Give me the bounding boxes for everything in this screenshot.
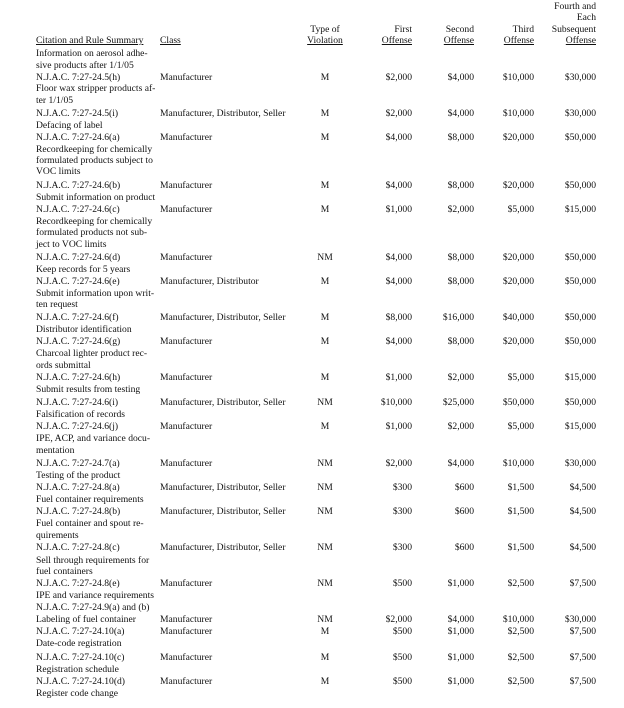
first-offense-cell: $8,000 (385, 312, 412, 323)
third-offense-cell: $2,500 (507, 676, 534, 687)
class-cell: Manufacturer (160, 336, 213, 347)
third-offense-cell: $1,500 (507, 506, 534, 517)
third-offense-cell: $50,000 (502, 397, 534, 408)
first-offense-cell: $500 (392, 626, 412, 637)
first-offense-cell: $300 (392, 542, 412, 553)
citation-text: N.J.A.C. 7:27-24.6(b) (36, 180, 121, 191)
third-offense-cell: $1,500 (507, 482, 534, 493)
citation-text: N.J.A.C. 7:27-24.6(i) (36, 397, 119, 408)
second-offense-cell: $4,000 (447, 72, 474, 83)
violation-type-cell: M (320, 312, 330, 323)
rule-summary-text: formulated products subject to (36, 155, 153, 166)
rule-summary-text: Submit information on product (36, 192, 156, 203)
rule-summary-text: Falsification of records (36, 409, 125, 420)
citation-text: N.J.A.C. 7:27-24.5(i) (36, 108, 119, 119)
second-offense-cell: $8,000 (447, 252, 474, 263)
second-offense-cell: $8,000 (447, 336, 474, 347)
second-offense-cell: $16,000 (442, 312, 474, 323)
rule-summary-text: Fuel container requirements (36, 494, 144, 505)
rule-summary-text: formulated products not sub- (36, 227, 148, 238)
first-offense-cell: $4,000 (385, 252, 412, 263)
second-offense-cell: $1,000 (447, 626, 474, 637)
second-offense-cell: $1,000 (447, 652, 474, 663)
citation-text: N.J.A.C. 7:27-24.6(g) (36, 336, 121, 347)
class-cell: Manufacturer (160, 652, 213, 663)
class-cell: Manufacturer (160, 252, 213, 263)
fourth-offense-cell: $30,000 (564, 458, 596, 469)
first-offense-cell: $10,000 (380, 397, 412, 408)
rule-summary-text: Sell through requirements for (36, 555, 150, 566)
second-offense-cell: $1,000 (447, 578, 474, 589)
rule-summary-text: VOC limits (36, 166, 81, 177)
violation-type-cell: M (320, 626, 330, 637)
fourth-offense-cell: $30,000 (564, 108, 596, 119)
first-offense-cell: $4,000 (385, 336, 412, 347)
violation-type-cell: M (320, 276, 330, 287)
header-citation: Citation and Rule Summary (36, 35, 144, 46)
class-cell: Manufacturer, Distributor, Seller (160, 482, 286, 493)
fourth-offense-cell: $15,000 (564, 421, 596, 432)
second-offense-cell: $2,000 (447, 372, 474, 383)
rule-summary-text: Floor wax stripper products af- (36, 83, 156, 94)
violation-type-cell: NM (317, 578, 333, 589)
second-offense-cell: $1,000 (447, 676, 474, 687)
fourth-offense-cell: $7,500 (569, 578, 596, 589)
citation-text: N.J.A.C. 7:27-24.6(h) (36, 372, 121, 383)
rule-summary-text: quirements (36, 530, 79, 541)
violation-type-cell: M (320, 132, 330, 143)
rule-summary-text: Register code change (36, 688, 119, 699)
second-offense-cell: $600 (454, 482, 474, 493)
second-offense-cell: $4,000 (447, 458, 474, 469)
third-offense-cell: $10,000 (502, 72, 534, 83)
citation-text: N.J.A.C. 7:27-24.7(a) (36, 458, 120, 469)
third-offense-cell: $40,000 (502, 312, 534, 323)
class-cell: Manufacturer (160, 614, 213, 625)
citation-text: N.J.A.C. 7:27-24.6(e) (36, 276, 120, 287)
rule-summary-text: fuel containers (36, 566, 93, 577)
second-offense-cell: $8,000 (447, 180, 474, 191)
third-offense-cell: $20,000 (502, 252, 534, 263)
citation-text: N.J.A.C. 7:27-24.6(a) (36, 132, 120, 143)
second-offense-cell: $8,000 (447, 276, 474, 287)
violation-type-cell: M (320, 676, 330, 687)
citation-text: N.J.A.C. 7:27-24.6(c) (36, 204, 120, 215)
second-offense-cell: $4,000 (447, 614, 474, 625)
violation-type-cell: NM (317, 542, 333, 553)
citation-text: N.J.A.C. 7:27-24.8(e) (36, 578, 120, 589)
fourth-offense-cell: $50,000 (564, 252, 596, 263)
class-cell: Manufacturer (160, 180, 213, 191)
violation-type-cell: NM (317, 458, 333, 469)
header-type-line1: Type of (310, 24, 340, 35)
citation-text: N.J.A.C. 7:27-24.6(d) (36, 252, 121, 263)
violation-type-cell: NM (317, 506, 333, 517)
fourth-offense-cell: $7,500 (569, 626, 596, 637)
rule-summary-text: Date-code registration (36, 638, 122, 649)
citation-text: N.J.A.C. 7:27-24.9(a) and (b) (36, 602, 150, 613)
violation-type-cell: M (320, 180, 330, 191)
rule-summary-text: Submit information upon writ- (36, 288, 155, 299)
rule-summary-text: IPE, ACP, and variance docu- (36, 433, 151, 444)
third-offense-cell: $2,500 (507, 626, 534, 637)
header-first-line1: First (394, 24, 412, 35)
citation-text: N.J.A.C. 7:27-24.8(c) (36, 542, 120, 553)
header-first-line2: Offense (381, 35, 412, 46)
rule-summary-text: Labeling of fuel container (36, 614, 136, 625)
rule-summary-text: Submit results from testing (36, 384, 141, 395)
first-offense-cell: $500 (392, 652, 412, 663)
header-third-line1: Third (512, 24, 534, 35)
rule-summary-text: Defacing of label (36, 120, 103, 131)
second-offense-cell: $25,000 (442, 397, 474, 408)
violation-type-cell: M (320, 72, 330, 83)
third-offense-cell: $5,000 (507, 204, 534, 215)
rule-summary-text: Charcoal lighter product rec- (36, 348, 148, 359)
third-offense-cell: $10,000 (502, 108, 534, 119)
class-cell: Manufacturer (160, 578, 213, 589)
rule-summary-text: Recordkeeping for chemically (36, 144, 153, 155)
third-offense-cell: $10,000 (502, 458, 534, 469)
class-cell: Manufacturer (160, 372, 213, 383)
header-fourth-line1: Fourth and (554, 1, 596, 12)
third-offense-cell: $2,500 (507, 578, 534, 589)
fourth-offense-cell: $4,500 (569, 542, 596, 553)
second-offense-cell: $2,000 (447, 421, 474, 432)
violation-type-cell: NM (317, 482, 333, 493)
violation-type-cell: NM (317, 397, 333, 408)
first-offense-cell: $2,000 (385, 108, 412, 119)
violation-type-cell: M (320, 336, 330, 347)
rule-summary-text: Distributor identification (36, 324, 132, 335)
rule-summary-text: mentation (36, 445, 75, 456)
rule-summary-text: IPE and variance requirements (36, 590, 155, 601)
citation-text: N.J.A.C. 7:27-24.10(c) (36, 652, 125, 663)
third-offense-cell: $5,000 (507, 372, 534, 383)
third-offense-cell: $10,000 (502, 614, 534, 625)
first-offense-cell: $500 (392, 676, 412, 687)
citation-text: N.J.A.C. 7:27-24.5(h) (36, 72, 121, 83)
second-offense-cell: $2,000 (447, 204, 474, 215)
citation-text: N.J.A.C. 7:27-24.8(b) (36, 506, 121, 517)
fourth-offense-cell: $50,000 (564, 180, 596, 191)
second-offense-cell: $4,000 (447, 108, 474, 119)
rule-summary-text: ject to VOC limits (36, 239, 107, 250)
fourth-offense-cell: $50,000 (564, 276, 596, 287)
class-cell: Manufacturer (160, 458, 213, 469)
first-offense-cell: $1,000 (385, 421, 412, 432)
third-offense-cell: $20,000 (502, 336, 534, 347)
rule-summary-text: Recordkeeping for chemically (36, 216, 153, 227)
violation-type-cell: NM (317, 614, 333, 625)
class-cell: Manufacturer (160, 626, 213, 637)
header-second-line1: Second (445, 24, 474, 35)
header-second-line2: Offense (443, 35, 474, 46)
rule-summary-text: Fuel container and spout re- (36, 518, 144, 529)
citation-text: N.J.A.C. 7:27-24.6(f) (36, 312, 119, 323)
fourth-offense-cell: $50,000 (564, 312, 596, 323)
fourth-offense-cell: $7,500 (569, 652, 596, 663)
rule-summary-text: ter 1/1/05 (36, 95, 74, 106)
fourth-offense-cell: $30,000 (564, 72, 596, 83)
citation-text: N.J.A.C. 7:27-24.10(a) (36, 626, 125, 637)
violation-type-cell: M (320, 652, 330, 663)
class-cell: Manufacturer, Distributor, Seller (160, 108, 286, 119)
third-offense-cell: $20,000 (502, 132, 534, 143)
first-offense-cell: $300 (392, 482, 412, 493)
rule-summary-text: sive products after 1/1/05 (36, 60, 134, 71)
first-offense-cell: $1,000 (385, 372, 412, 383)
first-offense-cell: $4,000 (385, 276, 412, 287)
class-cell: Manufacturer, Distributor, Seller (160, 397, 286, 408)
fourth-offense-cell: $50,000 (564, 397, 596, 408)
fourth-offense-cell: $4,500 (569, 482, 596, 493)
rule-summary-text: Keep records for 5 years (36, 264, 131, 275)
third-offense-cell: $20,000 (502, 276, 534, 287)
class-cell: Manufacturer (160, 132, 213, 143)
second-offense-cell: $8,000 (447, 132, 474, 143)
fourth-offense-cell: $4,500 (569, 506, 596, 517)
third-offense-cell: $5,000 (507, 421, 534, 432)
fourth-offense-cell: $7,500 (569, 676, 596, 687)
class-cell: Manufacturer, Distributor (160, 276, 259, 287)
class-cell: Manufacturer (160, 676, 213, 687)
violation-type-cell: M (320, 421, 330, 432)
header-fourth-line3: Subsequent (551, 24, 596, 35)
third-offense-cell: $2,500 (507, 652, 534, 663)
third-offense-cell: $20,000 (502, 180, 534, 191)
class-cell: Manufacturer (160, 72, 213, 83)
first-offense-cell: $2,000 (385, 614, 412, 625)
second-offense-cell: $600 (454, 506, 474, 517)
class-cell: Manufacturer, Distributor, Seller (160, 506, 286, 517)
first-offense-cell: $4,000 (385, 180, 412, 191)
violation-type-cell: M (320, 108, 330, 119)
rule-summary-text: Registration schedule (36, 664, 119, 675)
header-fourth-line4: Offense (565, 35, 596, 46)
fourth-offense-cell: $30,000 (564, 614, 596, 625)
header-class: Class (160, 35, 181, 46)
first-offense-cell: $2,000 (385, 458, 412, 469)
header-type-line2: Violation (307, 35, 343, 46)
header-third-line2: Offense (503, 35, 534, 46)
rule-summary-text: ords submittal (36, 360, 91, 371)
second-offense-cell: $600 (454, 542, 474, 553)
fourth-offense-cell: $15,000 (564, 204, 596, 215)
rule-summary-text: Testing of the product (36, 470, 121, 481)
violation-type-cell: M (320, 204, 330, 215)
header-fourth-line2: Each (576, 12, 596, 23)
class-cell: Manufacturer, Distributor, Seller (160, 542, 286, 553)
citation-text: N.J.A.C. 7:27-24.6(j) (36, 421, 119, 432)
violation-type-cell: NM (317, 252, 333, 263)
fourth-offense-cell: $50,000 (564, 132, 596, 143)
first-offense-cell: $1,000 (385, 204, 412, 215)
citation-text: N.J.A.C. 7:27-24.10(d) (36, 676, 126, 687)
violation-type-cell: M (320, 372, 330, 383)
third-offense-cell: $1,500 (507, 542, 534, 553)
class-cell: Manufacturer (160, 204, 213, 215)
first-offense-cell: $500 (392, 578, 412, 589)
rule-summary-text: Information on aerosol adhe- (36, 48, 148, 59)
citation-text: N.J.A.C. 7:27-24.8(a) (36, 482, 120, 493)
first-offense-cell: $2,000 (385, 72, 412, 83)
class-cell: Manufacturer, Distributor, Seller (160, 312, 286, 323)
fourth-offense-cell: $50,000 (564, 336, 596, 347)
class-cell: Manufacturer (160, 421, 213, 432)
first-offense-cell: $300 (392, 506, 412, 517)
rule-summary-text: ten request (36, 299, 78, 310)
first-offense-cell: $4,000 (385, 132, 412, 143)
fourth-offense-cell: $15,000 (564, 372, 596, 383)
